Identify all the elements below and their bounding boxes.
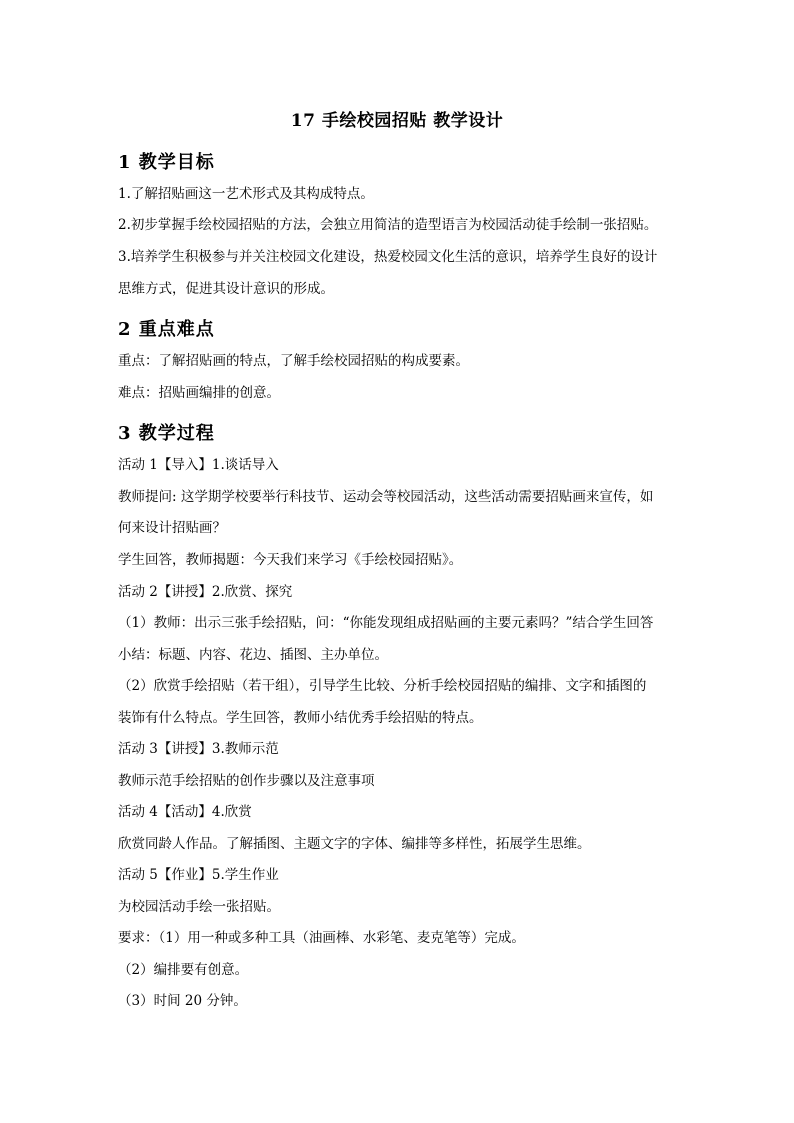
- activity-line: 活动 4【活动】4.欣赏: [118, 804, 252, 820]
- paragraph-line: 思维方式，促进其设计意识的形成。: [118, 281, 334, 297]
- paragraph-line: 为校园活动手绘一张招贴。: [118, 899, 280, 915]
- paragraph-line: （2）编排要有创意。: [118, 962, 249, 978]
- section-heading-process: 3 教学过程: [118, 423, 215, 444]
- paragraph-line: 小结：标题、内容、花边、插图、主办单位。: [118, 647, 388, 663]
- paragraph-line: 教师示范手绘招贴的创作步骤以及注意事项: [118, 773, 375, 789]
- section-heading-key-points: 2 重点难点: [118, 319, 215, 340]
- paragraph-line: 3.培养学生积极参与并关注校园文化建设，热爱校园文化生活的意识，培养学生良好的设计: [118, 249, 658, 265]
- paragraph-line: （3）时间 20 分钟。: [118, 993, 247, 1009]
- document-title: 17 手绘校园招贴 教学设计: [290, 111, 504, 131]
- paragraph-line: 教师提问: 这学期学校要举行科技节、运动会等校园活动，这些活动需要招贴画来宣传，如: [118, 489, 654, 505]
- paragraph-line: 难点：招贴画编排的创意。: [118, 385, 280, 401]
- activity-line: 活动 3【讲授】3.教师示范: [118, 741, 279, 757]
- paragraph-line: 要求：（1）用一种或多种工具（油画棒、水彩笔、麦克笔等）完成。: [118, 930, 525, 946]
- paragraph-line: （2）欣赏手绘招贴（若干组），引导学生比较、分析手绘校园招贴的编排、文字和插图的: [118, 678, 647, 694]
- paragraph-line: 装饰有什么特点。学生回答，教师小结优秀手绘招贴的特点。: [118, 710, 483, 726]
- paragraph-line: 何来设计招贴画？: [118, 520, 226, 536]
- activity-line: 活动 2【讲授】2.欣赏、探究: [118, 584, 293, 600]
- paragraph-line: 重点：了解招贴画的特点，了解手绘校园招贴的构成要素。: [118, 353, 469, 369]
- paragraph-line: 学生回答，教师揭题：今天我们来学习《手绘校园招贴》。: [118, 552, 463, 568]
- paragraph-line: （1）教师：出示三张手绘招贴，问：“你能发现组成招贴画的主要元素吗？”结合学生回答: [118, 615, 654, 631]
- paragraph-line: 欣赏同龄人作品。了解插图、主题文字的字体、编排等多样性，拓展学生思维。: [118, 836, 591, 852]
- section-heading-objectives: 1 教学目标: [118, 152, 215, 173]
- activity-line: 活动 5【作业】5.学生作业: [118, 867, 279, 883]
- activity-line: 活动 1【导入】1.谈话导入: [118, 457, 279, 473]
- paragraph-line: 1.了解招贴画这一艺术形式及其构成特点。: [118, 186, 374, 202]
- paragraph-line: 2.初步掌握手绘校园招贴的方法，会独立用简洁的造型语言为校园活动徒手绘制一张招贴。: [118, 217, 658, 233]
